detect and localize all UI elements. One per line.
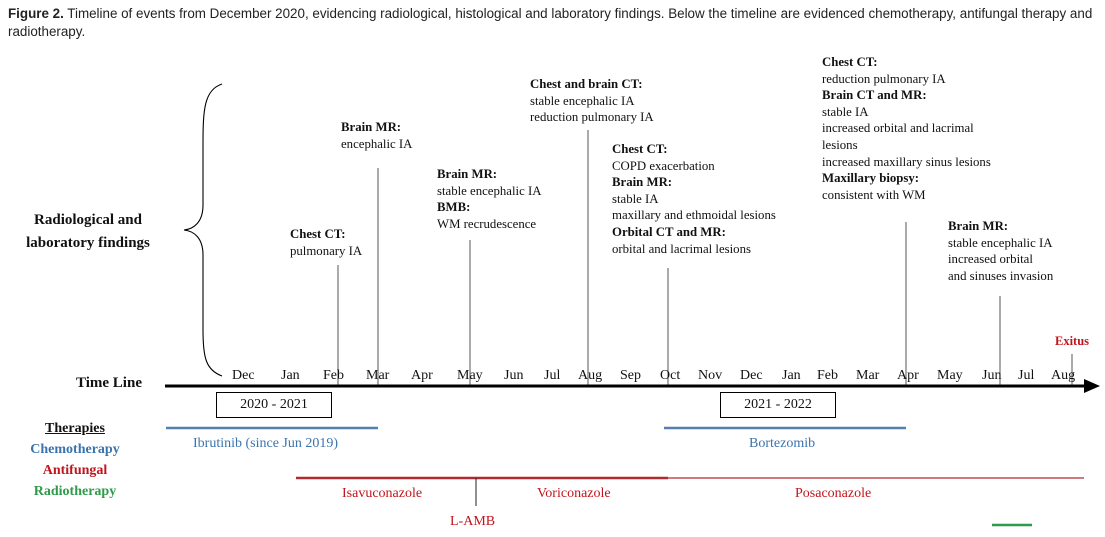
timeline-arrowhead xyxy=(1084,379,1100,393)
event-chest-brain-ct-aug21 xyxy=(530,76,654,126)
month-label: Jul xyxy=(1018,368,1035,383)
month-label: Mar xyxy=(856,368,880,383)
findings-label-line2: laboratory findings xyxy=(26,235,150,251)
month-label: May xyxy=(457,368,483,383)
event-line: pulmonary IA xyxy=(290,243,363,258)
caption-label: Figure 2. xyxy=(8,6,64,21)
ibrutinib-label: Ibrutinib (since Jun 2019) xyxy=(193,436,339,451)
event-line: lesions xyxy=(822,137,858,152)
event-title: BMB: xyxy=(437,200,471,215)
month-label: Dec xyxy=(232,368,255,383)
event-brain-mr-jun22 xyxy=(948,218,1053,284)
event-title: Chest CT: xyxy=(612,142,668,156)
month-label: Jul xyxy=(544,368,561,383)
month-label: Jun xyxy=(982,368,1002,383)
month-label: Jun xyxy=(504,368,524,383)
event-line: and sinuses invasion xyxy=(948,268,1054,283)
month-label: Feb xyxy=(817,368,838,383)
month-label: Apr xyxy=(897,368,919,383)
event-line: maxillary and ethmoidal lesions xyxy=(612,208,776,223)
month-label: Sep xyxy=(620,368,641,383)
bortezomib-label: Bortezomib xyxy=(749,436,816,451)
event-line: increased orbital xyxy=(948,252,1033,267)
event-line: stable encephalic IA xyxy=(948,235,1053,250)
event-brain-mr-bmb-may21 xyxy=(437,166,541,232)
event-title: Brain MR: xyxy=(341,120,402,134)
isavuconazole-label: Isavuconazole xyxy=(342,486,423,501)
event-title: Chest and brain CT: xyxy=(530,77,643,91)
event-title: Brain MR: xyxy=(948,219,1009,233)
month-label: Mar xyxy=(366,368,390,383)
month-label: Jan xyxy=(281,368,300,383)
event-brain-mr-mar21 xyxy=(341,119,412,152)
event-title: Chest CT: xyxy=(822,55,878,69)
findings-label xyxy=(8,209,168,255)
event-line: reduction pulmonary IA xyxy=(822,71,946,86)
event-line: stable encephalic IA xyxy=(437,183,542,198)
event-line: reduction pulmonary IA xyxy=(530,110,654,125)
event-chest-ct-feb21 xyxy=(290,226,362,259)
event-line: increased orbital and lacrimal xyxy=(822,121,974,136)
event-line: stable encephalic IA xyxy=(530,93,635,108)
event-line: WM recrudescence xyxy=(437,216,537,231)
event-title: Maxillary biopsy: xyxy=(822,171,920,186)
antifungal-label: Antifungal xyxy=(42,463,108,478)
month-label: Oct xyxy=(660,368,681,383)
findings-label-line1: Radiological and xyxy=(34,212,142,228)
event-chest-brain-apr22 xyxy=(822,54,991,203)
event-title: Brain MR: xyxy=(437,167,498,181)
posaconazole-label: Posaconazole xyxy=(795,486,872,501)
chemotherapy-label: Chemotherapy xyxy=(30,442,120,457)
lamb-label: L-AMB xyxy=(450,514,496,529)
month-label: Feb xyxy=(323,368,344,383)
therapies-heading: Therapies xyxy=(45,421,105,436)
month-label: May xyxy=(937,368,963,383)
radiotherapy-label: Radiotherapy xyxy=(33,484,117,499)
event-title: Orbital CT and MR: xyxy=(612,224,726,239)
month-label: Nov xyxy=(698,368,723,383)
event-title: Chest CT: xyxy=(290,227,346,241)
event-line: increased maxillary sinus lesions xyxy=(822,154,991,169)
timeline-label: Time Line xyxy=(76,375,142,391)
exitus-label: Exitus xyxy=(1055,334,1090,348)
therapies-legend xyxy=(8,418,142,502)
month-label: Dec xyxy=(740,368,763,383)
event-title: Brain CT and MR: xyxy=(822,88,927,103)
month-label: Aug xyxy=(578,368,603,383)
event-line: consistent with WM xyxy=(822,187,926,202)
event-line: COPD exacerbation xyxy=(612,158,715,173)
month-label: Aug xyxy=(1051,368,1076,383)
event-line: orbital and lacrimal lesions xyxy=(612,241,751,256)
event-chest-ct-oct21 xyxy=(612,141,776,257)
year-box-2020-2021: 2020 - 2021 xyxy=(216,392,332,418)
voriconazole-label: Voriconazole xyxy=(537,486,611,501)
month-label: Jan xyxy=(782,368,801,383)
caption-text: Timeline of events from December 2020, evidencing radiological, histological and laboratory findings. Below the timeline are evidenced chemotherapy, antifungal therapy and radiotherapy. xyxy=(8,6,1093,39)
event-line: encephalic IA xyxy=(341,136,413,151)
year-box-2021-2022: 2021 - 2022 xyxy=(720,392,836,418)
findings-brace xyxy=(184,84,222,376)
event-line: stable IA xyxy=(822,104,869,119)
event-line: stable IA xyxy=(612,191,659,206)
event-title: Brain MR: xyxy=(612,175,673,190)
month-label: Apr xyxy=(411,368,433,383)
